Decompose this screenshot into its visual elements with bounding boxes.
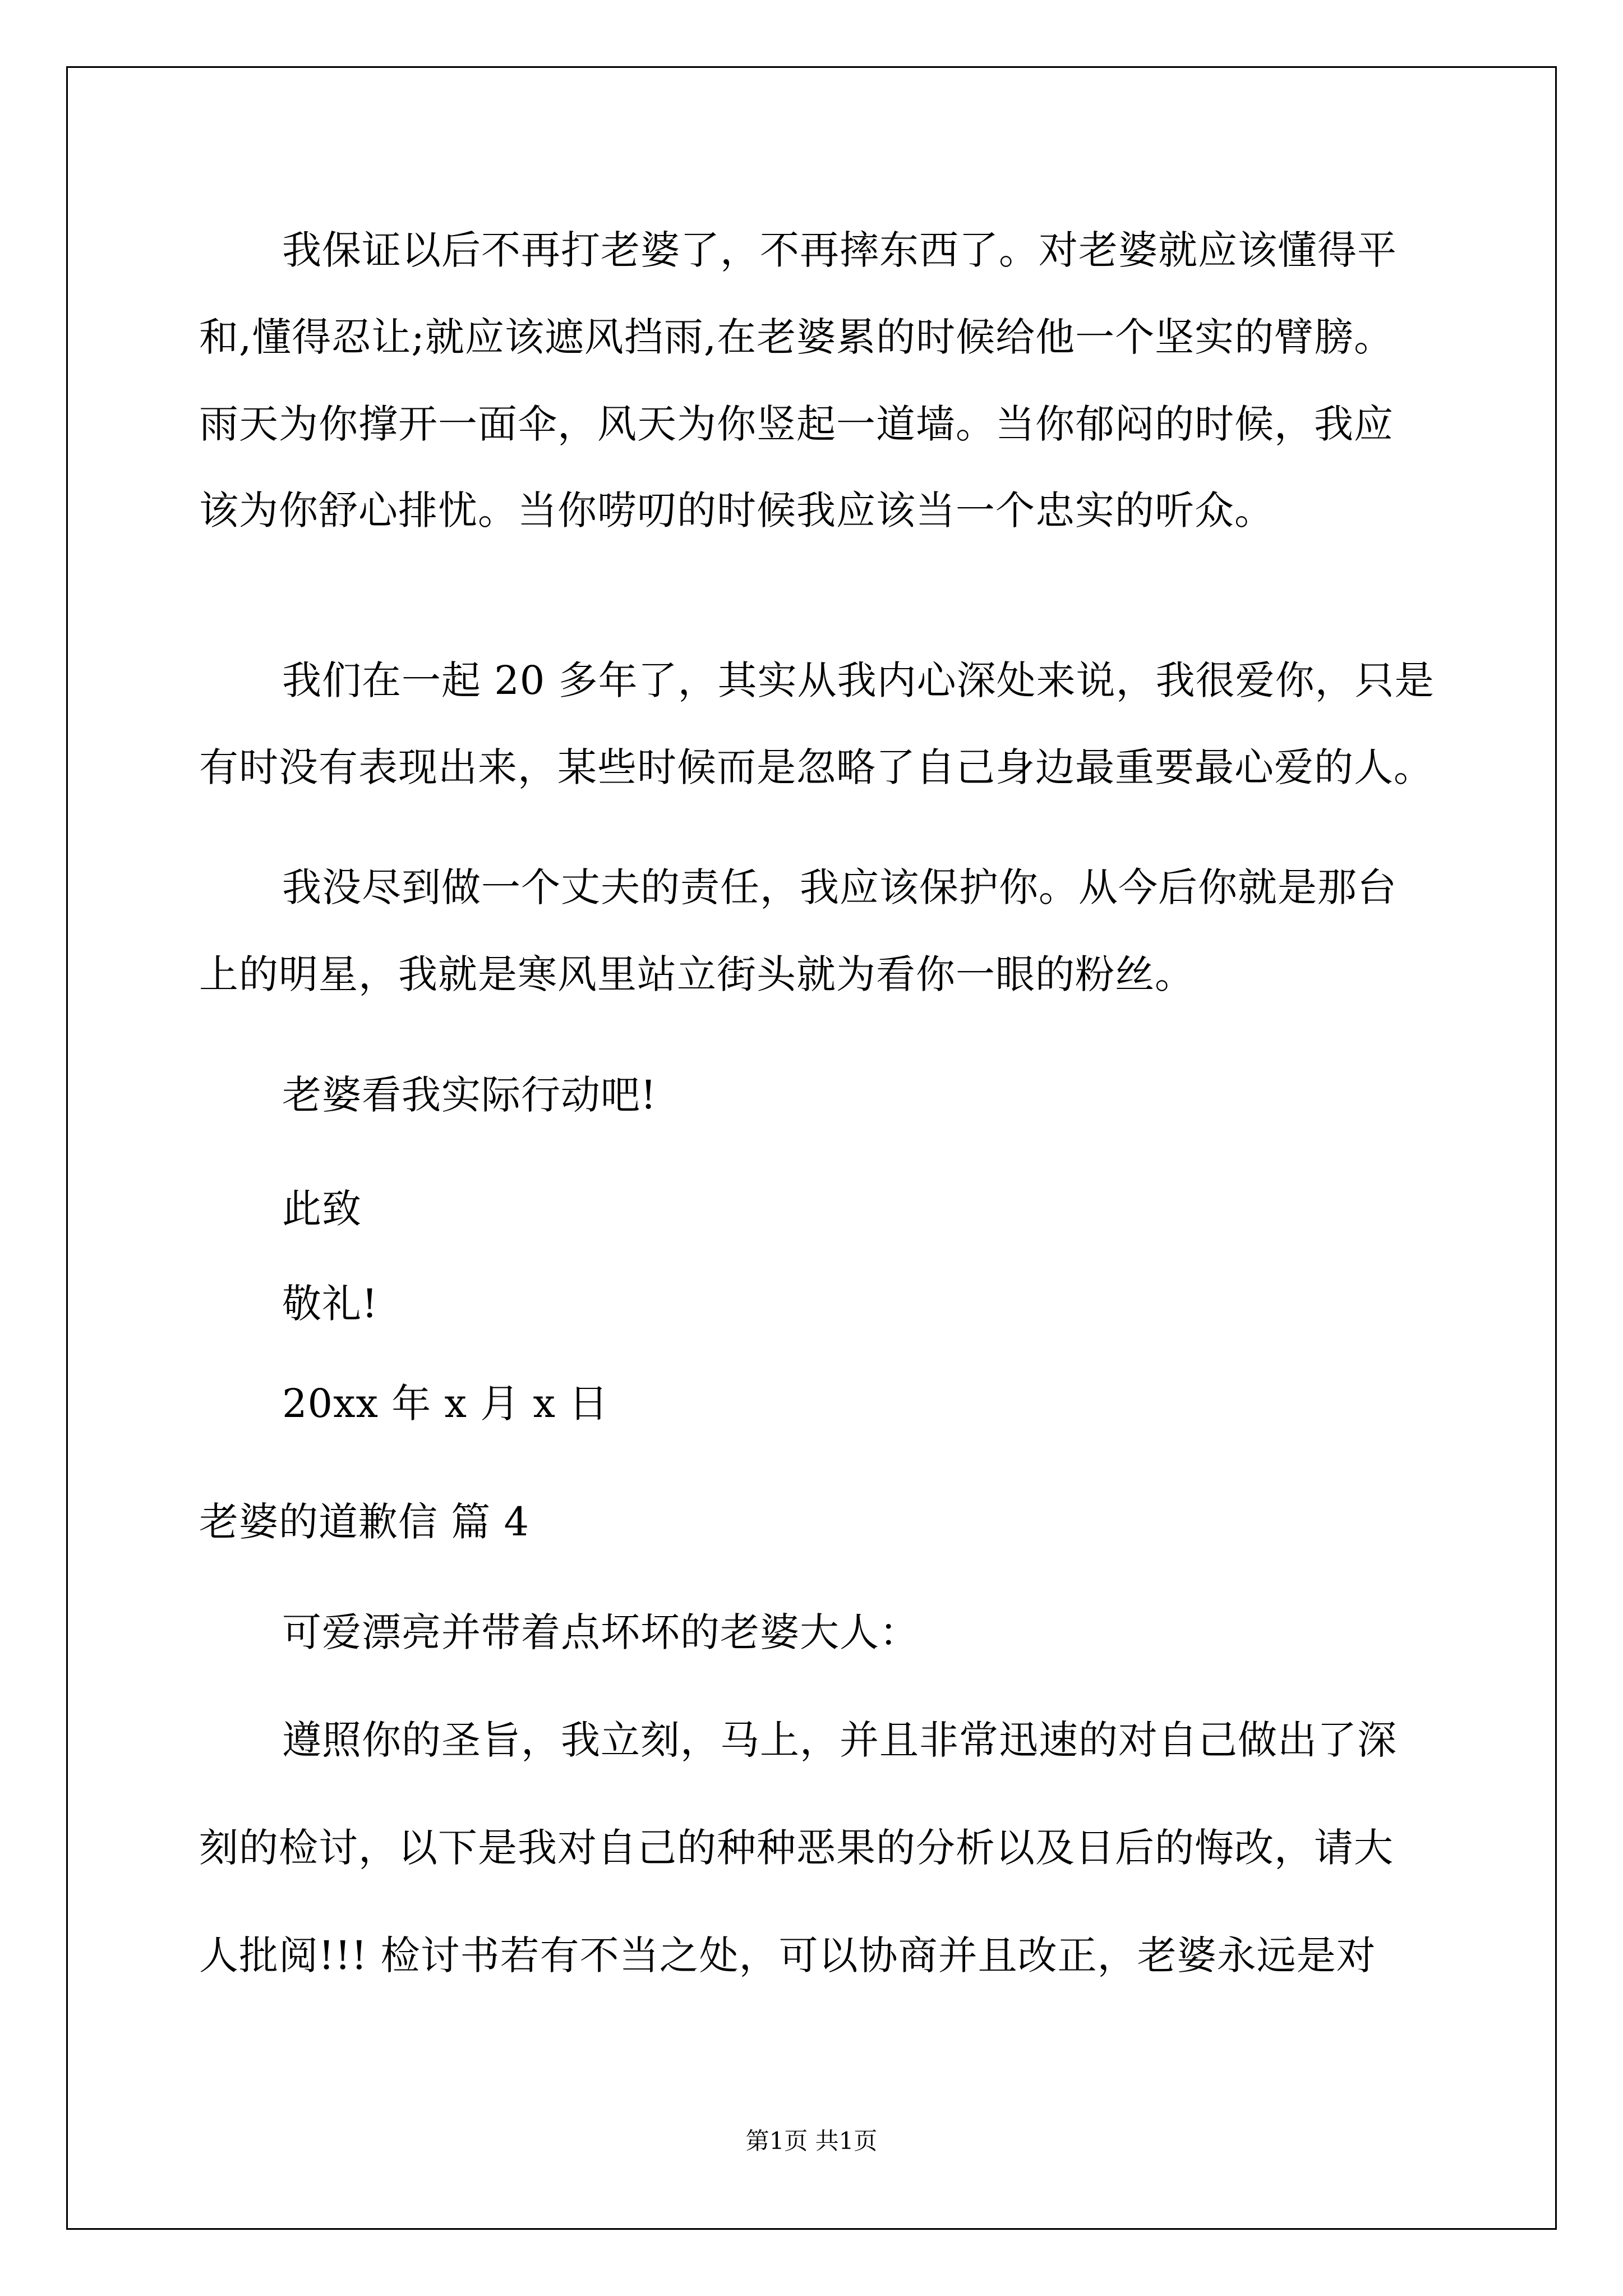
page-footer: 第1页 共1页 bbox=[745, 2127, 878, 2155]
closing-regards: 敬礼! bbox=[282, 1281, 379, 1327]
date-line: 20xx 年 x 月 x 日 bbox=[282, 1381, 609, 1427]
body-line-6: 有时没有表现出来，某些时候而是忽略了自己身边最重要最心爱的人。 bbox=[199, 744, 1433, 790]
body-line-1: 我保证以后不再打老婆了，不再摔东西了。对老婆就应该懂得平 bbox=[282, 227, 1397, 273]
body-line-7: 我没尽到做一个丈夫的责任，我应该保护你。从今后你就是那台 bbox=[282, 864, 1397, 910]
closing-salutation: 此致 bbox=[282, 1186, 362, 1232]
body-line-8: 上的明星，我就是寒风里站立街头就为看你一眼的粉丝。 bbox=[199, 951, 1195, 997]
body-line-3: 雨天为你撑开一面伞，风天为你竖起一道墙。当你郁闷的时候，我应 bbox=[199, 401, 1394, 447]
body-line-10: 可爱漂亮并带着点坏坏的老婆大人： bbox=[282, 1609, 919, 1655]
body-line-13: 人批阅!!! 检讨书若有不当之处，可以协商并且改正，老婆永远是对 bbox=[199, 1932, 1376, 1978]
body-line-9: 老婆看我实际行动吧! bbox=[282, 1072, 657, 1118]
body-line-11: 遵照你的圣旨，我立刻，马上，并且非常迅速的对自己做出了深 bbox=[282, 1717, 1397, 1763]
page-frame bbox=[66, 66, 1557, 2230]
body-line-4: 该为你舒心排忧。当你唠叨的时候我应该当一个忠实的听众。 bbox=[199, 487, 1274, 533]
body-line-12: 刻的检讨，以下是我对自己的种种恶果的分析以及日后的悔改，请大 bbox=[199, 1825, 1394, 1871]
body-line-2: 和,懂得忍让;就应该遮风挡雨,在老婆累的时候给他一个坚实的臂膀。 bbox=[199, 314, 1394, 360]
section-heading: 老婆的道歉信 篇 4 bbox=[199, 1499, 530, 1545]
body-line-5: 我们在一起 20 多年了，其实从我内心深处来说，我很爱你，只是 bbox=[282, 657, 1435, 703]
